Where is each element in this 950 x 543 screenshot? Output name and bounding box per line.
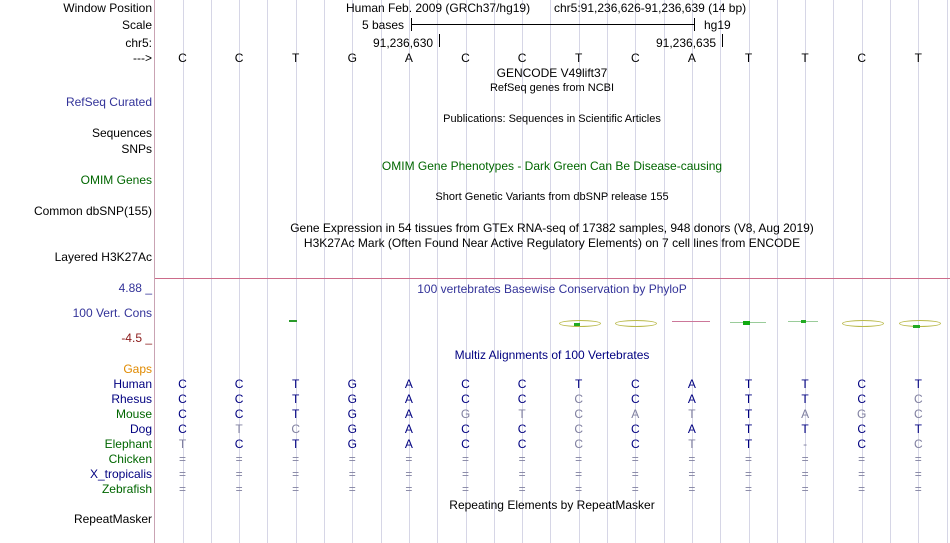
aligned-base: A	[687, 392, 696, 406]
aligned-base: =	[405, 482, 413, 496]
ruler-tick-label-2: 91,236,635	[656, 36, 717, 50]
base: C	[517, 51, 527, 65]
aligned-base: T	[914, 422, 922, 436]
base: G	[347, 51, 357, 65]
aligned-base: =	[575, 467, 583, 481]
aligned-base: =	[518, 467, 526, 481]
grid-line	[947, 0, 948, 543]
aligned-base: C	[857, 437, 867, 451]
aligned-base: T	[801, 392, 809, 406]
aligned-base: C	[461, 422, 470, 436]
aligned-base: C	[630, 392, 640, 406]
cons-mark	[801, 320, 806, 323]
cons-mark	[899, 320, 941, 327]
aligned-base: C	[574, 422, 584, 436]
aligned-base: =	[235, 452, 243, 466]
species-label[interactable]: Zebrafish	[101, 482, 152, 496]
cons-mark	[615, 320, 657, 327]
aligned-base: =	[858, 467, 866, 481]
chrom-label: chr5:	[125, 36, 152, 50]
aligned-base: A	[404, 392, 413, 406]
repeatmasker-track-title[interactable]: Repeating Elements by RepeatMasker	[449, 498, 655, 512]
aligned-base: A	[631, 407, 640, 421]
aligned-base: =	[688, 482, 696, 496]
aligned-base: C	[234, 392, 244, 406]
gaps-label[interactable]: Gaps	[123, 362, 152, 376]
aligned-base: C	[178, 422, 187, 436]
cons-mark	[289, 320, 297, 322]
aligned-base: =	[744, 467, 753, 481]
aligned-base: C	[178, 407, 187, 421]
aligned-base: =	[575, 452, 583, 466]
species-label[interactable]: Chicken	[108, 452, 152, 466]
aligned-base: G	[460, 407, 471, 421]
grid-line	[720, 0, 721, 543]
aligned-base: T	[744, 407, 753, 421]
aligned-base: C	[517, 437, 527, 451]
species-label[interactable]: Elephant	[104, 437, 152, 451]
cons-mark	[672, 321, 710, 322]
aligned-base: C	[234, 437, 244, 451]
cons-mark	[842, 320, 884, 327]
aligned-base: T	[178, 437, 187, 451]
refseq-curated-label[interactable]: RefSeq Curated	[65, 95, 152, 109]
aligned-base: =	[348, 467, 356, 481]
aligned-base: =	[178, 482, 187, 496]
aligned-base: =	[518, 482, 526, 496]
aligned-base: G	[347, 422, 357, 436]
aligned-base: C	[574, 437, 584, 451]
aligned-base: G	[347, 407, 357, 421]
aligned-base: G	[857, 407, 867, 421]
aligned-base: =	[801, 482, 809, 496]
aligned-base: C	[517, 377, 527, 391]
aligned-base: C	[630, 422, 640, 436]
strand-label[interactable]: --->	[133, 51, 152, 65]
aligned-base: G	[347, 437, 357, 451]
aligned-base: =	[914, 467, 922, 481]
base: C	[630, 51, 640, 65]
aligned-base: T	[292, 407, 300, 421]
grid-line	[664, 0, 665, 543]
aligned-base: C	[913, 437, 923, 451]
position-readout: chr5:91,236,626-91,236,639 (14 bp)	[554, 1, 747, 15]
aligned-base: C	[913, 407, 923, 421]
cons-mark	[913, 325, 920, 328]
base: T	[914, 51, 922, 65]
window-position-label: Window Position	[63, 1, 152, 15]
aligned-base: =	[178, 467, 187, 481]
multiz-track-title[interactable]: Multiz Alignments of 100 Vertebrates	[454, 348, 650, 362]
scale-db: hg19	[704, 18, 731, 32]
aligned-base: C	[574, 392, 584, 406]
h3k27ac-track-title[interactable]: H3K27Ac Mark (Often Found Near Active Regulatory Elements) on 7 cell lines from ENCODE	[303, 236, 801, 250]
aligned-base: C	[461, 377, 470, 391]
aligned-base: G	[347, 377, 357, 391]
aligned-base: C	[857, 392, 867, 406]
layered-h3k27ac-label[interactable]: Layered H3K27Ac	[54, 250, 152, 264]
grid-line	[267, 0, 268, 543]
scale-text: 5 bases	[362, 18, 405, 32]
aligned-base: C	[234, 377, 244, 391]
base: T	[801, 51, 809, 65]
aligned-base: T	[292, 377, 300, 391]
dbsnp-track-title[interactable]: Short Genetic Variants from dbSNP release 155	[435, 191, 669, 203]
aligned-base: C	[461, 392, 470, 406]
aligned-base: =	[405, 452, 413, 466]
aligned-base: T	[801, 422, 809, 436]
species-label[interactable]: X_tropicalis	[89, 467, 152, 481]
species-label[interactable]: Dog	[129, 422, 152, 436]
base: T	[744, 51, 753, 65]
aligned-base: =	[348, 452, 356, 466]
aligned-base: A	[404, 407, 413, 421]
vert-cons-label[interactable]: 100 Vert. Cons	[72, 306, 152, 320]
common-dbsnp-label[interactable]: Common dbSNP(155)	[33, 204, 152, 218]
aligned-base: T	[292, 437, 300, 451]
snps-label[interactable]: SNPs	[121, 142, 152, 156]
gencode-track-title[interactable]: GENCODE V49lift37	[496, 66, 608, 80]
species-label[interactable]: Mouse	[115, 407, 152, 421]
aligned-base: =	[631, 467, 639, 481]
aligned-base: =	[801, 452, 809, 466]
aligned-base: =	[744, 452, 753, 466]
aligned-base: T	[292, 392, 300, 406]
base: A	[687, 51, 696, 65]
aligned-base: A	[404, 377, 413, 391]
cons-mark	[559, 320, 601, 327]
aligned-base: =	[178, 452, 187, 466]
label-divider	[154, 0, 155, 543]
aligned-base: C	[178, 377, 187, 391]
ruler-tick-label-1: 91,236,630	[373, 36, 434, 50]
base: C	[178, 51, 187, 65]
aligned-base: =	[858, 452, 866, 466]
aligned-base: =	[235, 482, 243, 496]
aligned-base: =	[688, 452, 696, 466]
grid-line	[324, 0, 325, 543]
aligned-base: =	[801, 467, 809, 481]
aligned-base: =	[292, 482, 300, 496]
aligned-base: -	[803, 437, 808, 451]
aligned-base: T	[688, 407, 696, 421]
phylop-max-label: 4.88 _	[118, 281, 152, 295]
aligned-base: =	[348, 482, 356, 496]
aligned-base: =	[461, 452, 470, 466]
grid-line	[211, 0, 212, 543]
ruler-tick-2	[722, 34, 723, 47]
aligned-base: C	[178, 392, 187, 406]
aligned-base: =	[914, 452, 922, 466]
base: C	[461, 51, 470, 65]
base: C	[234, 51, 244, 65]
aligned-base: C	[574, 407, 584, 421]
aligned-base: =	[575, 482, 583, 496]
grid-line	[890, 0, 891, 543]
aligned-base: A	[801, 407, 810, 421]
aligned-base: T	[744, 377, 753, 391]
species-label[interactable]: Human	[113, 377, 152, 391]
phylop-min-label: -4.5 _	[121, 331, 152, 345]
aligned-base: C	[291, 422, 301, 436]
aligned-base: C	[234, 407, 244, 421]
aligned-base: T	[744, 422, 753, 436]
omim-track-title[interactable]: OMIM Gene Phenotypes - Dark Green Can Be Disease-causing	[381, 159, 723, 173]
aligned-base: =	[688, 467, 696, 481]
aligned-base: T	[518, 407, 526, 421]
aligned-base: T	[914, 377, 922, 391]
aligned-base: C	[461, 437, 470, 451]
aligned-base: =	[744, 482, 753, 496]
aligned-base: T	[575, 377, 583, 391]
omim-genes-label[interactable]: OMIM Genes	[80, 173, 152, 187]
cons-mark	[574, 323, 580, 326]
grid-line	[777, 0, 778, 543]
aligned-base: =	[461, 482, 470, 496]
scale-bar-left-cap	[411, 18, 412, 31]
aligned-base: C	[857, 377, 867, 391]
aligned-base: =	[461, 467, 470, 481]
aligned-base: C	[630, 377, 640, 391]
aligned-base: =	[631, 452, 639, 466]
cons-mark	[743, 321, 750, 325]
aligned-base: A	[404, 422, 413, 436]
scale-bar-right-cap	[694, 18, 695, 31]
phylop-track-title[interactable]: 100 vertebrates Basewise Conservation by PhyloP	[417, 282, 687, 296]
assembly-title: Human Feb. 2009 (GRCh37/hg19)	[346, 1, 531, 15]
aligned-base: =	[858, 482, 866, 496]
aligned-base: T	[801, 377, 809, 391]
repeatmasker-label[interactable]: RepeatMasker	[73, 512, 152, 526]
aligned-base: C	[517, 392, 527, 406]
aligned-base: C	[857, 422, 867, 436]
aligned-base: T	[744, 392, 753, 406]
aligned-base: =	[631, 482, 639, 496]
publications-track-title[interactable]: Publications: Sequences in Scientific Articles	[443, 113, 661, 125]
aligned-base: =	[518, 452, 526, 466]
grid-line	[833, 0, 834, 543]
base: T	[575, 51, 583, 65]
base: A	[404, 51, 413, 65]
sequences-label[interactable]: Sequences	[91, 126, 152, 140]
aligned-base: T	[744, 437, 753, 451]
base: C	[857, 51, 867, 65]
aligned-base: C	[913, 392, 923, 406]
track-group-divider	[155, 278, 950, 279]
aligned-base: C	[517, 422, 527, 436]
refseq-track-title[interactable]: RefSeq genes from NCBI	[489, 82, 615, 94]
aligned-base: A	[404, 437, 413, 451]
aligned-base: G	[347, 392, 357, 406]
species-label[interactable]: Rhesus	[111, 392, 152, 406]
aligned-base: C	[630, 437, 640, 451]
aligned-base: A	[687, 422, 696, 436]
aligned-base: =	[914, 482, 922, 496]
aligned-base: =	[235, 467, 243, 481]
ruler-tick-1	[439, 34, 440, 47]
grid-line	[437, 0, 438, 543]
base: T	[292, 51, 300, 65]
aligned-base: =	[292, 452, 300, 466]
scale-bar	[411, 24, 694, 25]
gtex-track-title[interactable]: Gene Expression in 54 tissues from GTEx RNA-seq of 17382 samples, 948 donors (V8, Aug 2019)	[290, 221, 814, 235]
aligned-base: A	[687, 377, 696, 391]
grid-line	[381, 0, 382, 543]
aligned-base: =	[405, 467, 413, 481]
scale-label: Scale	[121, 18, 152, 32]
aligned-base: T	[235, 422, 243, 436]
aligned-base: =	[292, 467, 300, 481]
aligned-base: T	[688, 437, 696, 451]
